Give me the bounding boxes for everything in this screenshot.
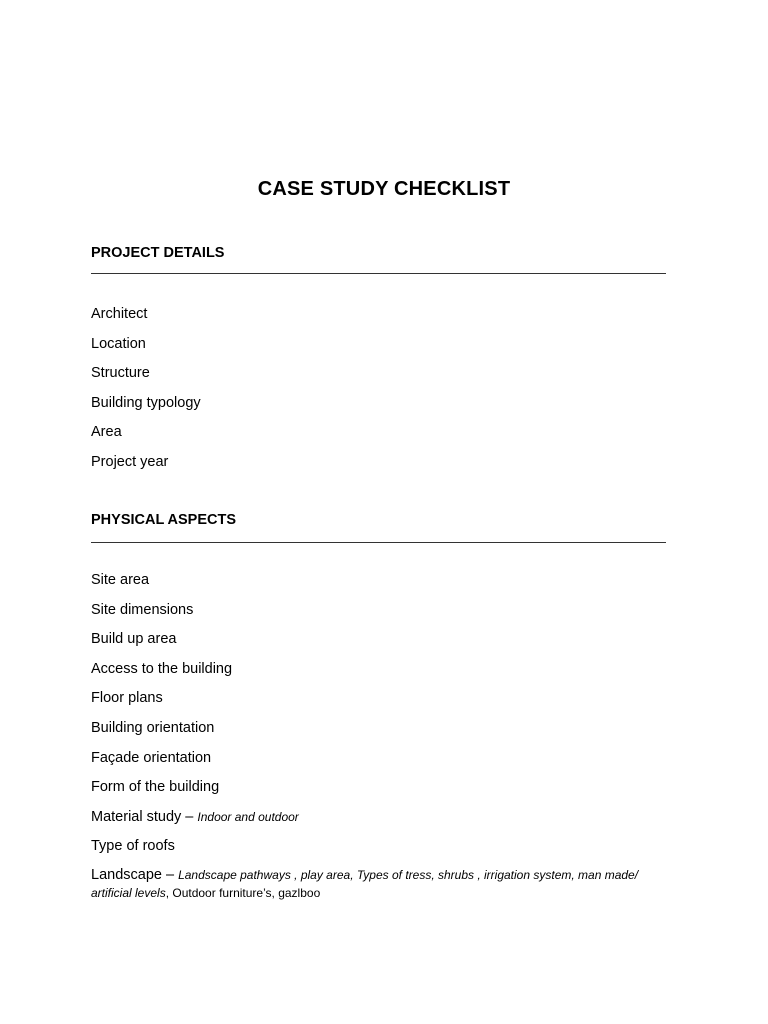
list-item-label: Build up area: [91, 631, 177, 648]
list-item: [91, 659, 671, 689]
list-item-label: Site dimensions: [91, 601, 194, 618]
landscape-tail: , Outdoor furniture’s, gazlboo: [165, 886, 321, 900]
list-item: Area: [91, 424, 122, 441]
list-item: [91, 836, 671, 866]
list-item: [91, 570, 671, 600]
list-item-label: Façade orientation: [91, 749, 212, 766]
section-heading-project-details: PROJECT DETAILS: [91, 245, 225, 261]
page-title: CASE STUDY CHECKLIST: [257, 178, 511, 200]
list-item-label: Form of the building: [91, 779, 220, 796]
list-item-label: Building orientation: [91, 719, 215, 736]
list-item: [91, 718, 671, 748]
landscape-label: Landscape –: [91, 867, 175, 883]
list-item: Location: [91, 335, 146, 352]
list-item: [91, 748, 671, 778]
list-item-note: Indoor and outdoor: [197, 809, 299, 824]
list-item: [91, 688, 671, 718]
list-item: [91, 807, 671, 837]
landscape-item: [91, 866, 671, 902]
list-item-label: Type of roofs: [91, 838, 175, 855]
list-item-label: Material study –: [91, 808, 194, 825]
landscape-note: Landscape pathways , play area, Types of tress, shrubs , irrigation system, man made/ artificial levels: [91, 868, 639, 900]
list-item: Architect: [91, 306, 148, 322]
project-details-list: [91, 304, 671, 482]
list-item: Structure: [91, 365, 150, 382]
list-item: Project year: [91, 453, 169, 470]
section-divider: [91, 273, 666, 274]
list-item: [91, 777, 671, 807]
list-item-label: Floor plans: [91, 690, 163, 707]
section-heading-physical-aspects: PHYSICAL ASPECTS: [91, 512, 237, 528]
list-item-label: Access to the building: [91, 660, 233, 677]
list-item: [91, 600, 671, 630]
section-divider: [91, 542, 666, 543]
list-item: [91, 629, 671, 659]
physical-aspects-list: [91, 570, 671, 866]
list-item: Building typology: [91, 394, 201, 411]
list-item-label: Site area: [91, 572, 150, 588]
